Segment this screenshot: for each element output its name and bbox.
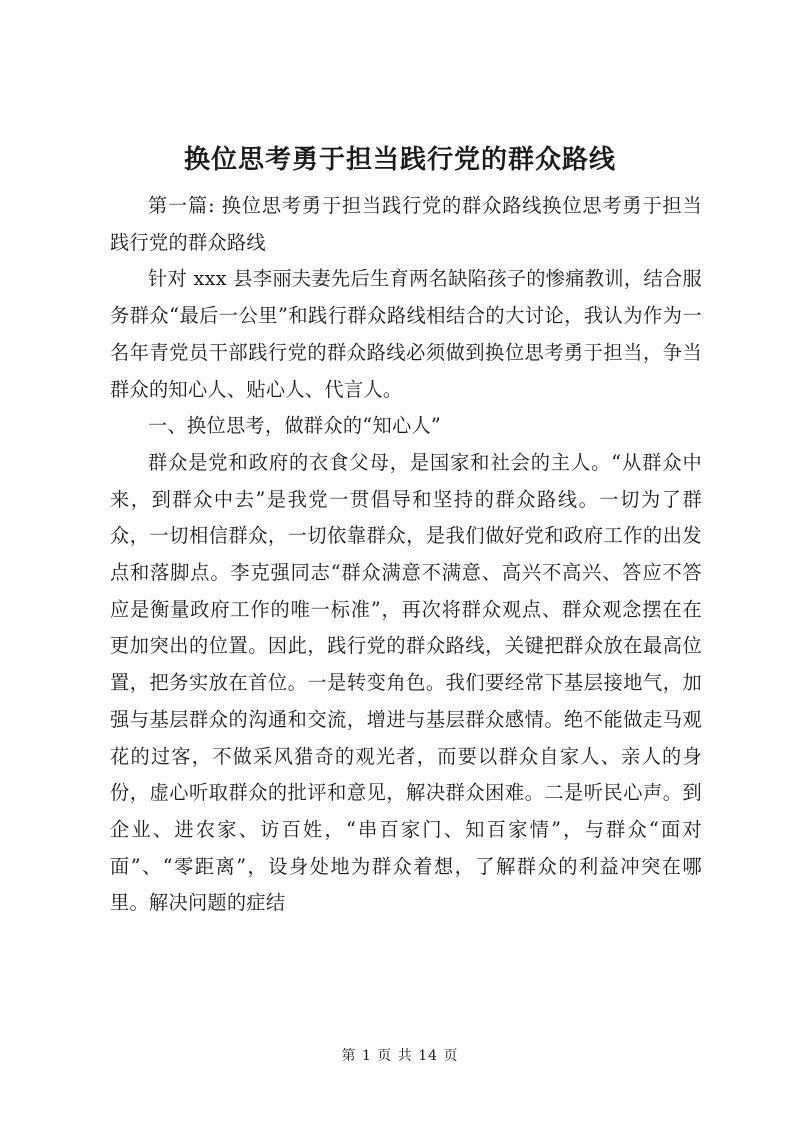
document-body: [110, 188, 702, 922]
paragraph-background: 针对 xxx 县李丽夫妻先后生育两名缺陷孩子的惨痛教训，结合服务群众“最后一公里”和践行群众路线相结合的大讨论，我认为作为一名年青党员干部践行党的群众路线必须做到换位思考勇于担当，争当群众的知心人、贴心人、代言人。: [110, 267, 702, 401]
section-heading-1: 一、换位思考，做群众的“知心人”: [148, 414, 442, 438]
page-number-footer: 第 1 页 共 14 页: [341, 1048, 459, 1064]
paragraph-section-1: 群众是党和政府的衣食父母，是国家和社会的主人。“从群众中来，到群众中去”是我党一贯倡导和坚持的群众路线。一切为了群众，一切相信群众，一切依靠群众，是我们做好党和政府工作的出发点和落脚点。李克强同志“群众满意不满意、高兴不高兴、答应不答应是衡量政府工作的唯一标准”，再次将群众观点、群众观念摆在在更加突出的位置。因此，践行党的群众路线，关键把群众放在最高位置，把务实放在首位。一是转变角色。我们要经常下基层接地气，加强与基层群众的沟通和交流，增进与基层群众感情。绝不能做走马观花的过客，不做采风猎奇的观光者，而要以群众自家人、亲人的身份，虚心听取群众的批评和意见，解决群众困难。二是听民心声。到企业、进农家、访百姓，“串百家门、知百家情”，与群众“面对面”、“零距离”，设身处地为群众着想，了解群众的利益冲突在哪里。解决问题的症结: [110, 450, 702, 915]
paragraph-intro: 第一篇: 换位思考勇于担当践行党的群众路线换位思考勇于担当践行党的群众路线: [110, 194, 702, 254]
document-title: 换位思考勇于担当践行党的群众路线: [183, 145, 616, 175]
